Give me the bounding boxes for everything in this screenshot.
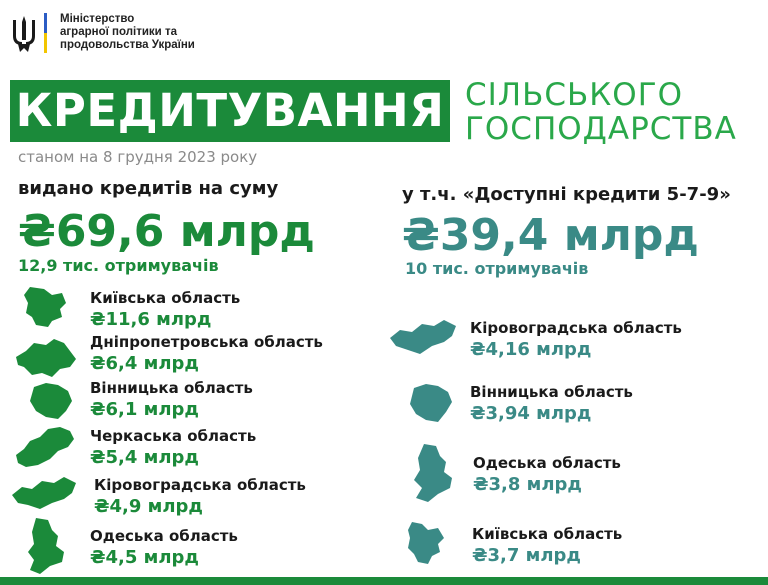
region-value: ₴3,94 млрд	[470, 403, 592, 424]
region-value: ₴3,8 млрд	[473, 474, 582, 495]
region-value: ₴11,6 млрд	[90, 309, 212, 330]
region-value: ₴5,4 млрд	[90, 447, 199, 468]
trident-icon	[10, 14, 38, 54]
region-value: ₴4,9 млрд	[94, 496, 203, 517]
region-name: Київська область	[90, 289, 241, 307]
region-name: Вінницька область	[90, 379, 253, 397]
ministry-line: продовольства України	[60, 39, 195, 51]
as-of-date: станом на 8 грудня 2023 року	[18, 148, 258, 166]
program-recipients: 10 тис. отримувачів	[405, 259, 589, 278]
total-recipients: 12,9 тис. отримувачів	[18, 256, 219, 275]
region-name: Черкаська область	[90, 427, 257, 445]
total-amount: ₴69,6 млрд	[18, 206, 315, 257]
region-map-icon	[22, 516, 70, 576]
program-amount: ₴39,4 млрд	[402, 210, 699, 261]
region-map-icon	[14, 337, 78, 379]
title-line: ГОСПОДАРСТВА	[465, 111, 737, 147]
region-value: ₴6,4 млрд	[90, 353, 199, 374]
region-name: Одеська область	[90, 527, 238, 545]
region-name: Дніпропетровська область	[90, 333, 323, 351]
region-name: Кіровоградська область	[470, 319, 682, 337]
region-map-icon	[10, 473, 80, 513]
program-label: у т.ч. «Доступні кредити 5-7-9»	[402, 184, 731, 205]
region-map-icon	[408, 442, 458, 504]
region-value: ₴3,7 млрд	[472, 545, 581, 566]
total-label: видано кредитів на суму	[18, 178, 279, 199]
region-value: ₴6,1 млрд	[90, 399, 199, 420]
title-subtitle	[465, 78, 737, 146]
region-name: Кіровоградська область	[94, 476, 306, 494]
region-name: Одеська область	[473, 454, 621, 472]
flag-bar	[44, 13, 47, 53]
region-value: ₴4,5 млрд	[90, 547, 199, 568]
bottom-bar	[0, 577, 768, 585]
ministry-name	[60, 13, 195, 52]
region-name: Вінницька область	[470, 383, 633, 401]
ministry-line: Міністерство	[60, 13, 135, 25]
title-line: СІЛЬСЬКОГО	[465, 77, 683, 113]
title-banner: КРЕДИТУВАННЯ	[10, 80, 450, 142]
region-map-icon	[408, 382, 454, 424]
region-map-icon	[388, 316, 460, 358]
region-map-icon	[406, 520, 446, 566]
region-map-icon	[28, 381, 74, 421]
region-name: Київська область	[472, 525, 623, 543]
ministry-line: аграрної політики та	[60, 26, 177, 38]
region-map-icon	[14, 425, 76, 469]
region-value: ₴4,16 млрд	[470, 339, 592, 360]
region-map-icon	[22, 285, 70, 329]
